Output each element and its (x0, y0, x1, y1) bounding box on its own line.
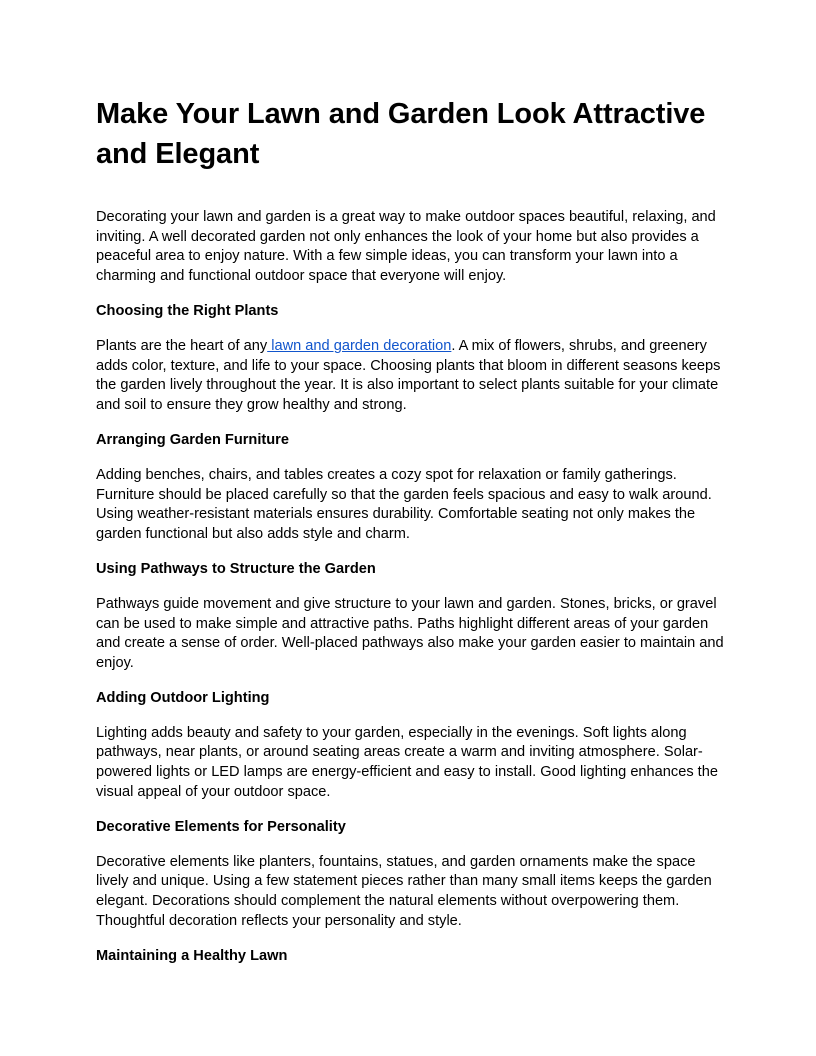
intro-paragraph: Decorating your lawn and garden is a great way to make outdoor spaces beautiful, relaxing, and inviting. A well decorated garden not only enhances the look of your home but also provides a peaceful area to enjoy nature. With a few simple ideas, you can transform your lawn into a charming and functional outdoor space that everyone will enjoy. (96, 209, 716, 284)
section-heading-lighting: Adding Outdoor Lighting (96, 690, 270, 707)
section-body-furniture: Adding benches, chairs, and tables creates a cozy spot for relaxation or family gatherings. Furniture should be placed carefully so that the garden feels spacious and easy to walk around. Using weather-resistant materials ensures durability. Comfortable seating not only makes the garden functional but also adds style and charm. (96, 466, 712, 542)
page-title: Make Your Lawn and Garden Look Attractive and Elegant (96, 98, 706, 170)
plants-text-before-link: Plants are the heart of any (96, 337, 268, 354)
section-body-pathways: Pathways guide movement and give structure to your lawn and garden. Stones, bricks, or gravel can be used to make simple and attractive paths. Paths highlight different areas of your garden and create a sense of order. Well-placed pathways also make your garden easier to maintain and enjoy. (96, 595, 724, 671)
section-heading-decor: Decorative Elements for Personality (96, 819, 346, 836)
section-heading-pathways: Using Pathways to Structure the Garden (96, 561, 376, 578)
section-body-lighting: Lighting adds beauty and safety to your garden, especially in the evenings. Soft lights along pathways, near plants, or around seating areas create a warm and inviting atmosphere. Solar-powered lights or LED lamps are energy-efficient and easy to install. Good lighting enhances the visual appeal of your outdoor space. (96, 724, 718, 800)
section-body-plants (96, 337, 724, 415)
lawn-garden-decoration-link[interactable]: lawn and garden decoration (267, 337, 452, 354)
section-heading-lawn: Maintaining a Healthy Lawn (96, 948, 288, 965)
section-heading-furniture: Arranging Garden Furniture (96, 432, 289, 449)
plants-text-after-link: . A mix of flowers, shrubs, and greenery adds color, texture, and life to your space. Choosing plants that bloom in different seasons keeps the garden lively throughout the year. It is also important to select plants suitable for your climate and soil to ensure they grow healthy and strong. (96, 337, 721, 413)
document-page (96, 94, 724, 967)
section-heading-plants: Choosing the Right Plants (96, 303, 279, 320)
section-body-decor: Decorative elements like planters, fountains, statues, and garden ornaments make the space lively and unique. Using a few statement pieces rather than many small items keeps the garden elegant. Decorations should complement the natural elements without overpowering them. Thoughtful decoration reflects your personality and style. (96, 853, 712, 929)
